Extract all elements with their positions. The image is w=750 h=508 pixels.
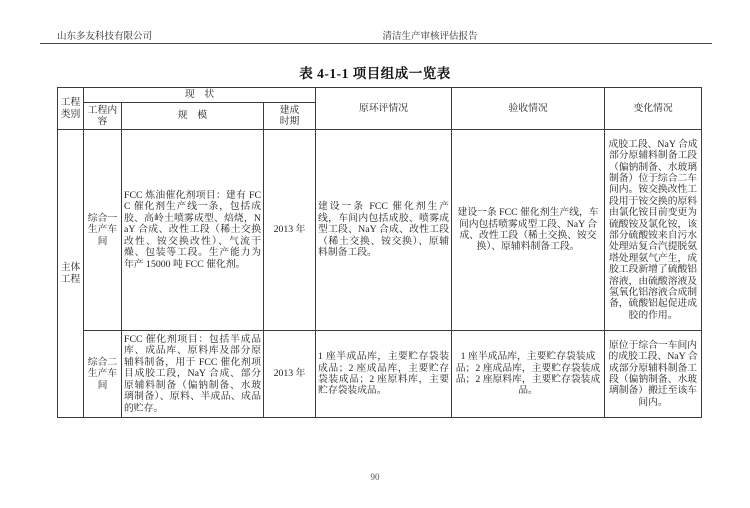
table-row bbox=[58, 331, 702, 418]
header-build-period: 建成时期 bbox=[264, 103, 316, 130]
cell-eia-workshop2: 1 座半成品库，主要贮存袋装成品；2 座成品库，主要贮存袋装成品；2 座原料库，主要贮存袋装成品。 bbox=[316, 331, 452, 418]
header-original-eia: 原环评情况 bbox=[316, 88, 452, 130]
cell-change-workshop1: 成胶工段、NaY 合成部分原辅料制备工段（偏钠制备、水玻璃制备）位于综合二车间内。铵交换改性工段用于铵交换的原料由氯化铵目前变更为硫酸铵及氯化铵，该部分硫酸铵来自污水处理站复合汽提脱氨塔处理氨气产生，成胶工段新增了硫酸铝溶液，由硫酸溶液及氢氧化铝溶液合成制备，硫酸铝起促进成胶的作用。 bbox=[605, 130, 702, 331]
report-name: 清洁生产审核评估报告 bbox=[382, 32, 478, 42]
cell-scale-workshop1: FCC 炼油催化剂项目：建有 FCC 催化剂生产线一条，包括成胶、高岭土喷雾成型、焙烧，NaY 合成、改性工段（稀土交换改性、铵交换改性）、气流干燥、包装等工段。生产能力为年产 15000 吨 FCC 催化剂。 bbox=[122, 130, 264, 331]
table-title: 表 4-1-1 项目组成一览表 bbox=[299, 66, 451, 81]
cell-content-workshop1: 综合一生产车间 bbox=[84, 130, 122, 331]
page-header bbox=[0, 28, 750, 42]
header-project-category: 工程类别 bbox=[58, 88, 84, 130]
cell-acceptance-workshop2: 1 座半成品库，主要贮存袋装成品；2 座成品库，主要贮存袋装成品；2 座原料库，主要贮存袋装成品。 bbox=[452, 331, 605, 418]
header-change: 变化情况 bbox=[605, 88, 702, 130]
header-acceptance: 验收情况 bbox=[452, 88, 605, 130]
cell-content-workshop2: 综合二生产车间 bbox=[84, 331, 122, 418]
cell-acceptance-workshop1: 建设一条 FCC 催化剂生产线，车间内包括喷雾成型工段、NaY 合成、改性工段（稀土交换、铵交换）、原辅料制备工段。 bbox=[452, 130, 605, 331]
header-current-status-group: 现 状 bbox=[84, 88, 316, 103]
header-scale: 规 模 bbox=[122, 103, 264, 130]
cell-period-workshop2: 2013 年 bbox=[264, 331, 316, 418]
header-project-content: 工程内容 bbox=[84, 103, 122, 130]
cell-period-workshop1: 2013 年 bbox=[264, 130, 316, 331]
cell-category-main-project: 主体工程 bbox=[58, 130, 84, 418]
cell-scale-workshop2: FCC 催化剂项目：包括半成品库、成品库、原料库及部分原辅料制备，用于 FCC 催化剂项目成胶工段，NaY 合成、部分原辅料制备（偏钠制备、水玻璃制备）、原料、半成品、成品的贮存。 bbox=[122, 331, 264, 418]
cell-change-workshop2: 原位于综合一车间内的成胶工段、NaY 合成部分原辅料制备工段（偏钠制备、水玻璃制备）搬迁至该车间内。 bbox=[605, 331, 702, 418]
project-composition-table bbox=[57, 87, 702, 418]
company-name: 山东多友科技有限公司 bbox=[57, 32, 153, 42]
cell-eia-workshop1: 建设一条 FCC 催化剂生产线，车间内包括成胶、喷雾成型工段、NaY 合成、改性工段（稀土交换、铵交换）、原辅料制备工段。 bbox=[316, 130, 452, 331]
page-number: 90 bbox=[370, 472, 380, 482]
header-rule bbox=[40, 43, 712, 44]
table-row bbox=[58, 130, 702, 331]
